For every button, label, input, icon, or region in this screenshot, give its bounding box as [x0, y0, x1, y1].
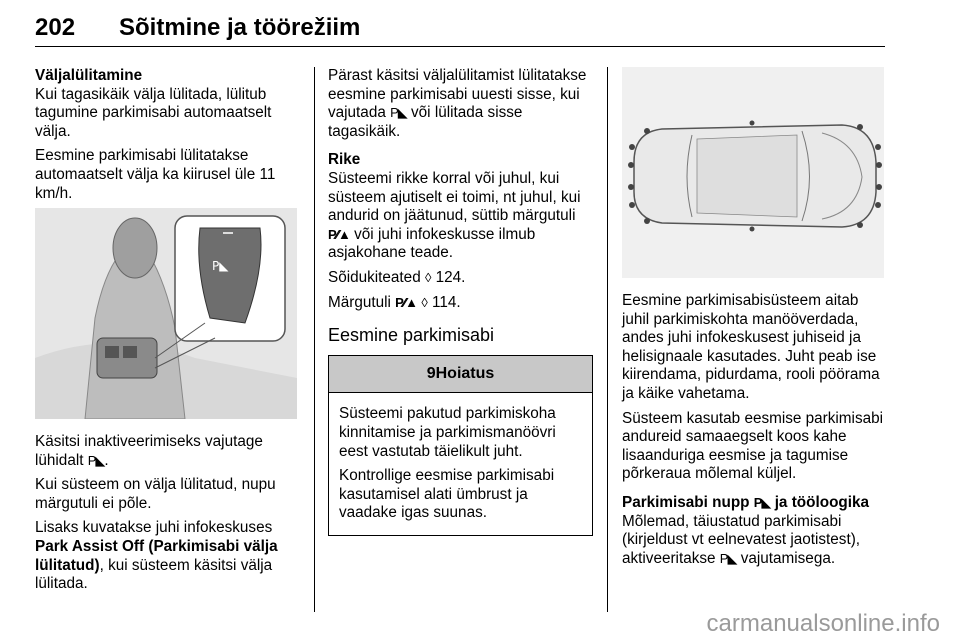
page-header [35, 8, 885, 48]
paragraph: Kui tagasikäik välja lülitada, lülitub tagumine parkimisabi automaatselt välja. [35, 85, 272, 140]
warning-title: Hoiatus [435, 364, 495, 382]
column-divider [607, 67, 608, 612]
parking-lamp-icon: P⁄⁄▲ [328, 226, 350, 242]
cross-reference [328, 269, 593, 288]
text: . [104, 451, 109, 469]
heading-valjalulitamine: Väljalülitamine [35, 67, 143, 84]
heading-parkimisabi-nupp [622, 494, 888, 513]
paragraph: Eesmine parkimisabi lülitatakse automaatselt välja ka kiirusel üle 11 km/h. [35, 147, 276, 202]
text: Süsteemi rikke korral või juhul, kui süsteem ajutiselt ei toimi, nt juhul, kui andurid on jäätunud, süttib märgutuli [328, 169, 581, 225]
car-top-view-icon [622, 67, 884, 278]
text: 114. [432, 293, 461, 311]
text: Käsitsi inaktiveerimiseks vajutage lühidalt [35, 433, 263, 469]
paragraph: Süsteem kasutab eesmise parkimisabi andureid samaaegselt koos kahe lisaanduriga eesmise ja tagumise põrkeraua mõlemal küljel. [622, 409, 884, 483]
parking-button-icon: P◣ [87, 452, 105, 468]
car-sensors-illustration [622, 67, 884, 278]
bold-message: Park Assist Off (Parkimisabi välja lülitatud) [35, 537, 278, 574]
warning-box [328, 355, 593, 536]
page-title: Sõitmine ja töörežiim [119, 14, 361, 41]
header-rule [35, 46, 885, 47]
text: ja tööloogika [774, 493, 870, 511]
text: 124. [435, 268, 466, 286]
column-divider [314, 67, 315, 612]
parking-button-icon: P◣ [719, 550, 737, 566]
text: Märgutuli [328, 293, 391, 311]
column-3 [622, 292, 888, 574]
paragraph: Kontrollige eesmise parkimisabi kasutamisel alati ümbrust ja vaadake igas suunas. [339, 467, 555, 522]
paragraph [35, 519, 297, 593]
text: või juhi infokeskusse ilmub asjakohane teade. [328, 225, 536, 262]
paragraph [622, 513, 888, 569]
text: või lülitada sisse tagasikäik. [328, 104, 523, 140]
parking-button-icon: P◣ [753, 494, 771, 510]
column-1-lower [35, 433, 297, 600]
warning-header [329, 356, 592, 394]
column-2 [328, 67, 593, 536]
text: , kui süsteem käsitsi välja lülitada. [35, 556, 273, 593]
text: Parkimisabi nupp [622, 493, 750, 511]
paragraph: Kui süsteem on välja lülitatud, nupu märgutuli ei põle. [35, 476, 276, 512]
heading-rike: Rike [328, 151, 361, 169]
reference-arrow-icon: ◊ [424, 269, 432, 285]
watermark: carmanualsonline.info [706, 610, 940, 637]
warning-icon: 9 [426, 364, 436, 382]
paragraph: Eesmine parkimisabisüsteem aitab juhil parkimiskohta manööverdada, andes juhi infokeskusest juhiseid ja helisignaale kasutades. Juht peab ise kiirendama, pidurdama, rooli pöörama ja käike vahetama. [622, 292, 880, 402]
paragraph [35, 433, 297, 470]
text: Lisaks kuvatakse juhi infokeskuses [35, 519, 273, 537]
text: Pärast käsitsi väljalülitamist lülitatakse eesmine parkimisabi uuesti sisse, kui vajutada [328, 67, 587, 122]
console-button-illustration [35, 208, 297, 419]
gear-console-icon [35, 208, 297, 419]
section-title: Eesmine parkimisabi [328, 325, 495, 346]
text: Mõlemad, täiustatud parkimisabi (kirjeldust vt eelnevatest jaotistest), aktiveeritakse [622, 512, 861, 567]
paragraph [328, 67, 593, 141]
svg-text:P◣: P◣ [212, 259, 229, 273]
page-number: 202 [35, 14, 76, 41]
column-1 [35, 67, 297, 209]
reference-arrow-icon: ◊ [421, 294, 428, 310]
text: Sõidukiteated [328, 268, 421, 286]
warning-body [329, 393, 592, 535]
paragraph [328, 170, 593, 263]
paragraph: Süsteemi pakutud parkimiskoha kinnitamise ja parkimismanöövri eest vastutab täielikult juht. [339, 405, 556, 460]
text: vajutamisega. [740, 549, 836, 567]
cross-reference [328, 294, 593, 313]
parking-button-icon: P◣ [390, 105, 407, 121]
parking-lamp-icon: P⁄⁄▲ [395, 294, 418, 310]
